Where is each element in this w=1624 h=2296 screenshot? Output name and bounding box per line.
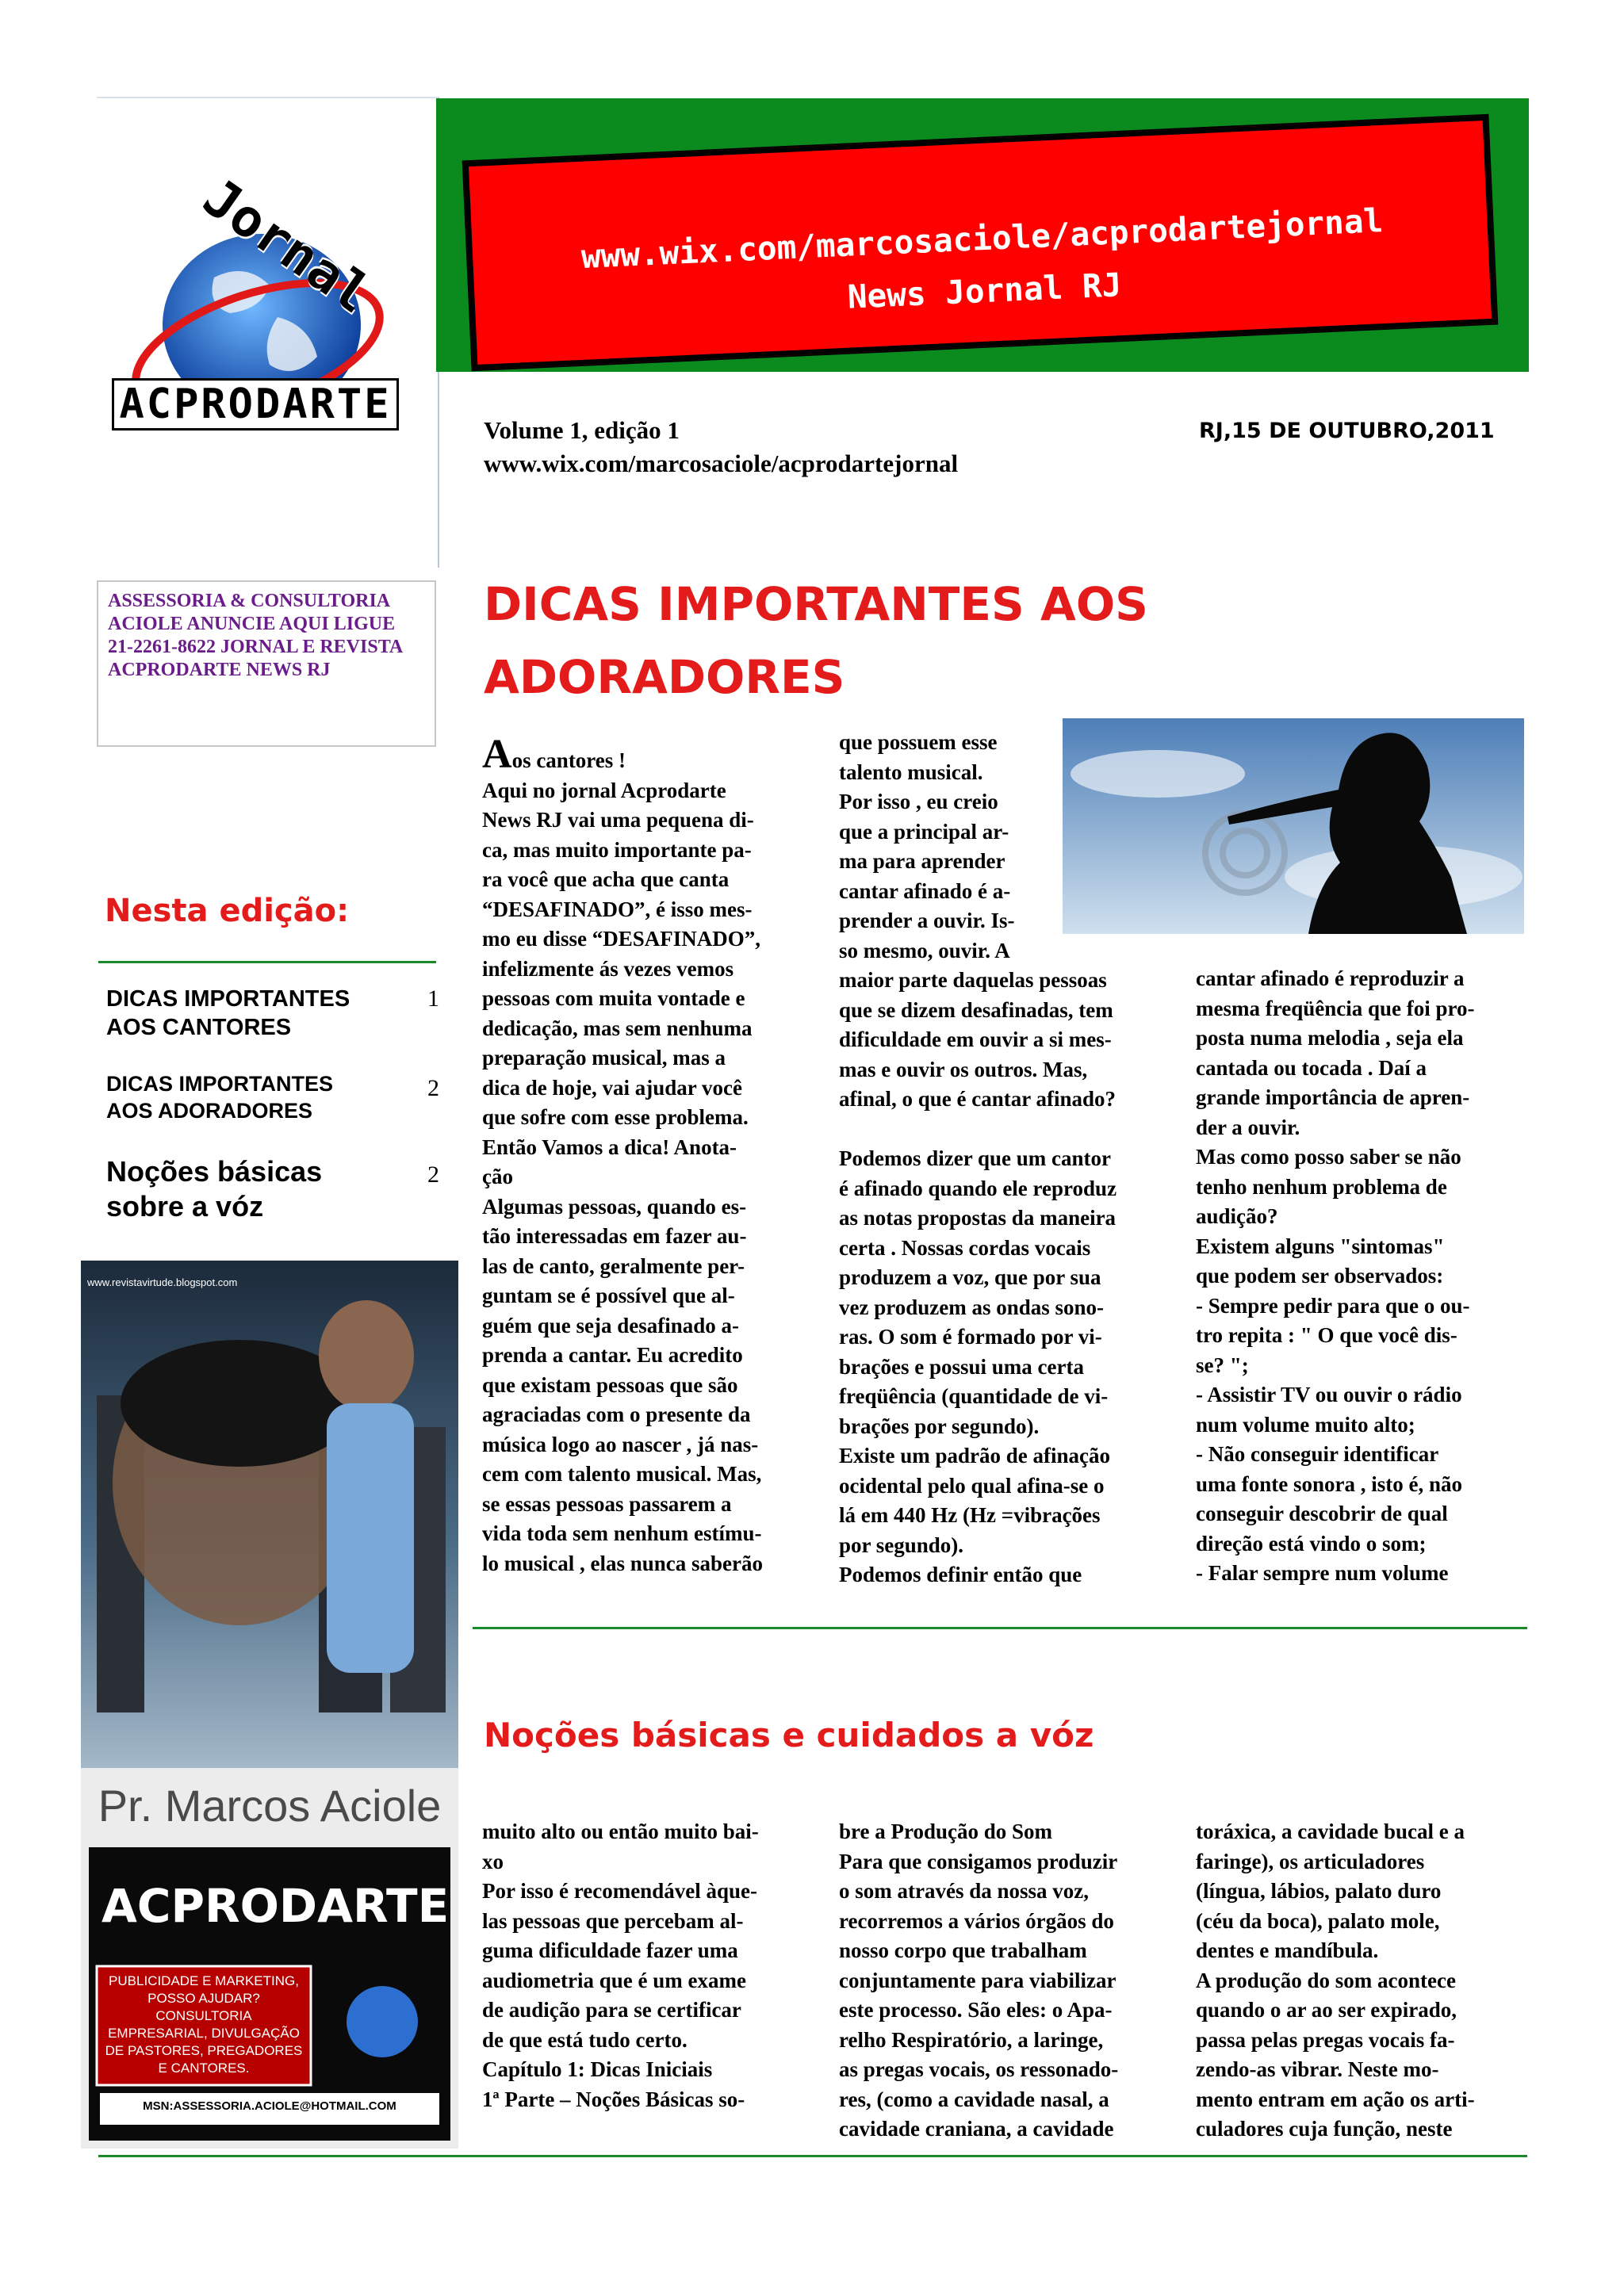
text-line: Aqui no jornal Acprodarte xyxy=(482,778,726,802)
text-line: audiometria que é um exame xyxy=(482,1968,746,1992)
photo-ad-services: PUBLICIDADE E MARKETING, POSSO AJUDAR? CONSULTORIA EMPRESARIAL, DIVULGAÇÃO DE PASTORES, PREGADORES E CANTORES. xyxy=(105,1973,303,2076)
text-line: News RJ vai uma pequena di- xyxy=(482,808,754,832)
masthead-url[interactable]: www.wix.com/marcosaciole/acprodartejornal xyxy=(484,450,959,477)
text-line: de que está tudo certo. xyxy=(482,2027,688,2052)
text-line: ca, mas muito importante pa- xyxy=(482,837,752,862)
toc-item-nocoes[interactable] xyxy=(106,1154,439,1224)
text-line: de audição para se certificar xyxy=(482,1998,741,2022)
text-line: por segundo). xyxy=(839,1533,964,1557)
text-line: certa . Nossas cordas vocais xyxy=(839,1235,1091,1260)
text-line: Podemos definir então que xyxy=(839,1563,1082,1586)
text-line: - Não conseguir identificar xyxy=(1196,1442,1439,1466)
text-line: res, (como a cavidade nasal, a xyxy=(839,2087,1109,2111)
toc-item-page: 1 xyxy=(427,985,439,1012)
text-line: mas e ouvir os outros. Mas, xyxy=(839,1057,1088,1081)
text-line: recorremos a vários órgãos do xyxy=(839,1908,1114,1933)
text-line: muito alto ou então muito bai- xyxy=(482,1820,759,1843)
text-line: - Sempre pedir para que o ou- xyxy=(1196,1293,1470,1318)
text-line: pessoas com muita vontade e xyxy=(482,986,745,1010)
text-line: culadores cuja função, neste xyxy=(1196,2117,1453,2141)
text-line: talento musical. xyxy=(839,760,983,784)
volume-label: Volume 1, edição 1 xyxy=(484,416,680,444)
text-line: lá em 440 Hz (Hz =vibrações xyxy=(839,1503,1101,1527)
text-line: que a principal ar- xyxy=(839,819,1009,844)
toc-item-cantores[interactable] xyxy=(106,985,439,1042)
toc-item-page: 2 xyxy=(427,1161,439,1188)
text-line: música logo ao nascer , já nas- xyxy=(482,1432,759,1456)
text-line: maior parte daquelas pessoas xyxy=(839,968,1107,992)
text-line: dificuldade em ouvir a si mes- xyxy=(839,1027,1112,1051)
text-line: passa pelas pregas vocais fa- xyxy=(1196,2027,1455,2052)
text-line: se? "; xyxy=(1196,1353,1249,1377)
text-line: 1ª Parte – Noções Básicas so- xyxy=(482,2087,745,2111)
text-line: Por isso , eu creio xyxy=(839,790,998,813)
photo-ad xyxy=(81,1261,458,2149)
text-line: direção está vindo o som; xyxy=(1196,1531,1427,1556)
toc-divider xyxy=(98,961,436,963)
text-line: Existe um padrão de afinação xyxy=(839,1444,1111,1468)
text-line: faringe), os articuladores xyxy=(1196,1849,1425,1873)
toc-item-page: 2 xyxy=(427,1075,439,1101)
text-line: Então Vamos a dica! Anota- xyxy=(482,1135,737,1159)
text-line: Podemos dizer que um cantor xyxy=(839,1146,1111,1170)
text-line: posta numa melodia , seja ela xyxy=(1196,1026,1464,1050)
text-line: freqüência (quantidade de vi- xyxy=(839,1384,1109,1408)
text-line: agraciadas com o presente da xyxy=(482,1402,751,1426)
text-line: cavidade craniana, a cavidade xyxy=(839,2117,1114,2141)
logo-acprodarte-word: ACPRODARTE xyxy=(89,379,422,430)
text-line: que podem ser observados: xyxy=(1196,1264,1444,1288)
text-line: as pregas vocais, os ressonado- xyxy=(839,2057,1119,2081)
text-line: preparação musical, mas a xyxy=(482,1046,726,1070)
text-line: brações e possui uma certa xyxy=(839,1354,1084,1379)
text-line: afinal, o que é cantar afinado? xyxy=(839,1087,1116,1111)
text-line: ras. O som é formado por vi- xyxy=(839,1325,1102,1349)
text-line: cantar afinado é reproduzir a xyxy=(1196,966,1465,990)
text-line: conseguir descobrir de qual xyxy=(1196,1502,1448,1525)
text-line: Para que consigamos produzir xyxy=(839,1849,1118,1873)
article1-column-1 xyxy=(482,732,791,1578)
text-line: tro repita : " O que você dis- xyxy=(1196,1323,1457,1347)
text-line: grande importância de apren- xyxy=(1196,1085,1470,1109)
text-line: Mas como posso saber se não xyxy=(1196,1145,1461,1169)
text-line: bre a Produção do Som xyxy=(839,1820,1053,1843)
text-line: dedicação, mas sem nenhuma xyxy=(482,1016,753,1040)
footer-divider xyxy=(98,2155,1527,2157)
text-line: cantada ou tocada . Daí a xyxy=(1196,1055,1427,1080)
text-line: Algumas pessoas, quando es- xyxy=(482,1194,747,1219)
logo-jornal-word: Jornal xyxy=(192,166,382,326)
banner-name: News Jornal RJ xyxy=(846,266,1123,316)
text-line: vida toda sem nenhum estímu- xyxy=(482,1521,762,1545)
text-line: infelizmente ás vezes vemos xyxy=(482,956,734,981)
banner-url[interactable]: www.wix.com/marcosaciole/acprodartejornal xyxy=(580,201,1385,276)
text-line: que possuem esse xyxy=(839,730,998,754)
text-line: - Assistir TV ou ouvir o rádio xyxy=(1196,1383,1462,1406)
masthead-date: RJ,15 DE OUTUBRO,2011 xyxy=(1199,419,1495,443)
photo-ad-brand: ACPRODARTE xyxy=(102,1879,450,1933)
text-line: mesma freqüência que foi pro- xyxy=(1196,996,1475,1020)
text-line: que existam pessoas que são xyxy=(482,1372,738,1397)
text-line: mento entram em ação os arti- xyxy=(1196,2087,1475,2111)
text-line: quando o ar ao ser expirado, xyxy=(1196,1998,1457,2022)
text-line xyxy=(839,1115,1172,1145)
text-line: num volume muito alto; xyxy=(1196,1412,1415,1437)
text-line: prenda a cantar. Eu acredito xyxy=(482,1343,743,1367)
toc-item-adoradores[interactable] xyxy=(106,1070,439,1124)
text-line: cem com talento musical. Mas, xyxy=(482,1462,762,1486)
text-line: se essas pessoas passarem a xyxy=(482,1491,732,1516)
text-line: que sofre com esse problema. xyxy=(482,1105,749,1129)
text-line: Capítulo 1: Dicas Iniciais xyxy=(482,2057,713,2081)
text-line: o som através da nossa voz, xyxy=(839,1879,1089,1903)
article2-column-3 xyxy=(1196,1817,1529,2145)
text-line: tenho nenhum problema de xyxy=(1196,1174,1447,1199)
text-line: audição? xyxy=(1196,1204,1278,1228)
text-line: cantar afinado é a- xyxy=(839,878,1011,903)
text-line: dica de hoje, vai ajudar você xyxy=(482,1075,742,1100)
text-line: guma dificuldade fazer uma xyxy=(482,1938,738,1962)
text-line: ção xyxy=(482,1165,513,1188)
article1-first-text: os cantores ! xyxy=(511,748,626,772)
text-line: lo musical , elas nunca saberão xyxy=(482,1551,764,1575)
text-line: toráxica, a cavidade bucal e a xyxy=(1196,1820,1465,1843)
text-line: nosso corpo que trabalham xyxy=(839,1938,1087,1962)
text-line: dentes e mandíbula. xyxy=(1196,1938,1379,1962)
text-line: zendo-as vibrar. Neste mo- xyxy=(1196,2057,1439,2081)
text-line: Por isso é recomendável àque- xyxy=(482,1879,757,1903)
text-line: conjuntamente para viabilizar xyxy=(839,1968,1116,1992)
toc-item-label: DICAS IMPORTANTES AOS ADORADORES xyxy=(106,1072,334,1123)
text-line: brações por segundo). xyxy=(839,1414,1040,1438)
text-line: ocidental pelo qual afina-se o xyxy=(839,1473,1105,1498)
article1-first-line xyxy=(482,732,791,777)
text-line: guntam se é possível que al- xyxy=(482,1284,735,1307)
toc-item-label: DICAS IMPORTANTES AOS CANTORES xyxy=(106,986,350,1040)
text-line: der a ouvir. xyxy=(1196,1115,1300,1139)
text-line: Existem alguns "sintomas" xyxy=(1196,1234,1445,1258)
article2-title: Noções básicas e cuidados a vóz xyxy=(484,1716,1094,1755)
toc-title: Nesta edição: xyxy=(105,893,350,929)
photo-ad-site: www.revistavirtude.blogspot.com xyxy=(87,1276,238,1288)
article1-title-line: ADORADORES xyxy=(484,650,845,704)
article2-column-2 xyxy=(839,1817,1172,2145)
article1-dropcap: A xyxy=(482,732,512,777)
text-line: vez produzem as ondas sono- xyxy=(839,1295,1105,1319)
photo-ad-msn[interactable]: MSN:ASSESSORIA.ACIOLE@HOTMAIL.COM xyxy=(143,2099,396,2113)
article1-col1-body xyxy=(482,776,791,1579)
text-line: so mesmo, ouvir. A xyxy=(839,938,1010,962)
text-line: las de canto, geralmente per- xyxy=(482,1253,745,1278)
text-line: produzem a voz, que por sua xyxy=(839,1265,1101,1289)
masthead-volume xyxy=(484,414,958,480)
text-line: A produção do som acontece xyxy=(1196,1968,1456,1992)
text-line: (céu da boca), palato mole, xyxy=(1196,1908,1440,1933)
text-line: as notas propostas da maneira xyxy=(839,1206,1116,1230)
text-line: este processo. São eles: o Apa- xyxy=(839,1998,1113,2022)
text-line: ma para aprender xyxy=(839,849,1005,873)
text-line: - Falar sempre num volume xyxy=(1196,1561,1449,1585)
text-line: prender a ouvir. Is- xyxy=(839,909,1015,932)
text-line: relho Respiratório, a laringe, xyxy=(839,2027,1104,2052)
text-line: mo eu disse “DESAFINADO”, xyxy=(482,927,761,951)
text-line: guém que seja desafinado a- xyxy=(482,1313,740,1337)
article2-column-1 xyxy=(482,1817,815,2114)
text-line: uma fonte sonora , isto é, não xyxy=(1196,1471,1462,1496)
ad-box-text: ASSESSORIA & CONSULTORIA ACIOLE ANUNCIE AQUI LIGUE 21-2261-8622 JORNAL E REVISTA ACPRODARTE NEWS RJ xyxy=(108,591,402,680)
text-line: las pessoas que percebam al- xyxy=(482,1908,744,1933)
article-divider xyxy=(473,1627,1527,1629)
text-line: que se dizem desafinadas, tem xyxy=(839,997,1113,1022)
singer-image xyxy=(1063,718,1524,934)
ad-box xyxy=(97,580,436,747)
article1-column-3 xyxy=(1196,964,1529,1589)
text-line: ra você que acha que canta xyxy=(482,867,730,891)
photo-ad-caption: Pr. Marcos Aciole xyxy=(98,1781,442,1831)
text-line: tão interessadas em fazer au- xyxy=(482,1224,747,1248)
text-line: é afinado quando ele reproduz xyxy=(839,1176,1117,1200)
article1-title xyxy=(484,568,1148,714)
text-line: “DESAFINADO”, é isso mes- xyxy=(482,897,753,921)
text-line: (língua, lábios, palato duro xyxy=(1196,1879,1442,1903)
toc-item-label: Noções básicas sobre a vóz xyxy=(106,1155,323,1223)
article1-title-line: DICAS IMPORTANTES AOS xyxy=(484,577,1148,631)
text-line: xo xyxy=(482,1849,504,1873)
